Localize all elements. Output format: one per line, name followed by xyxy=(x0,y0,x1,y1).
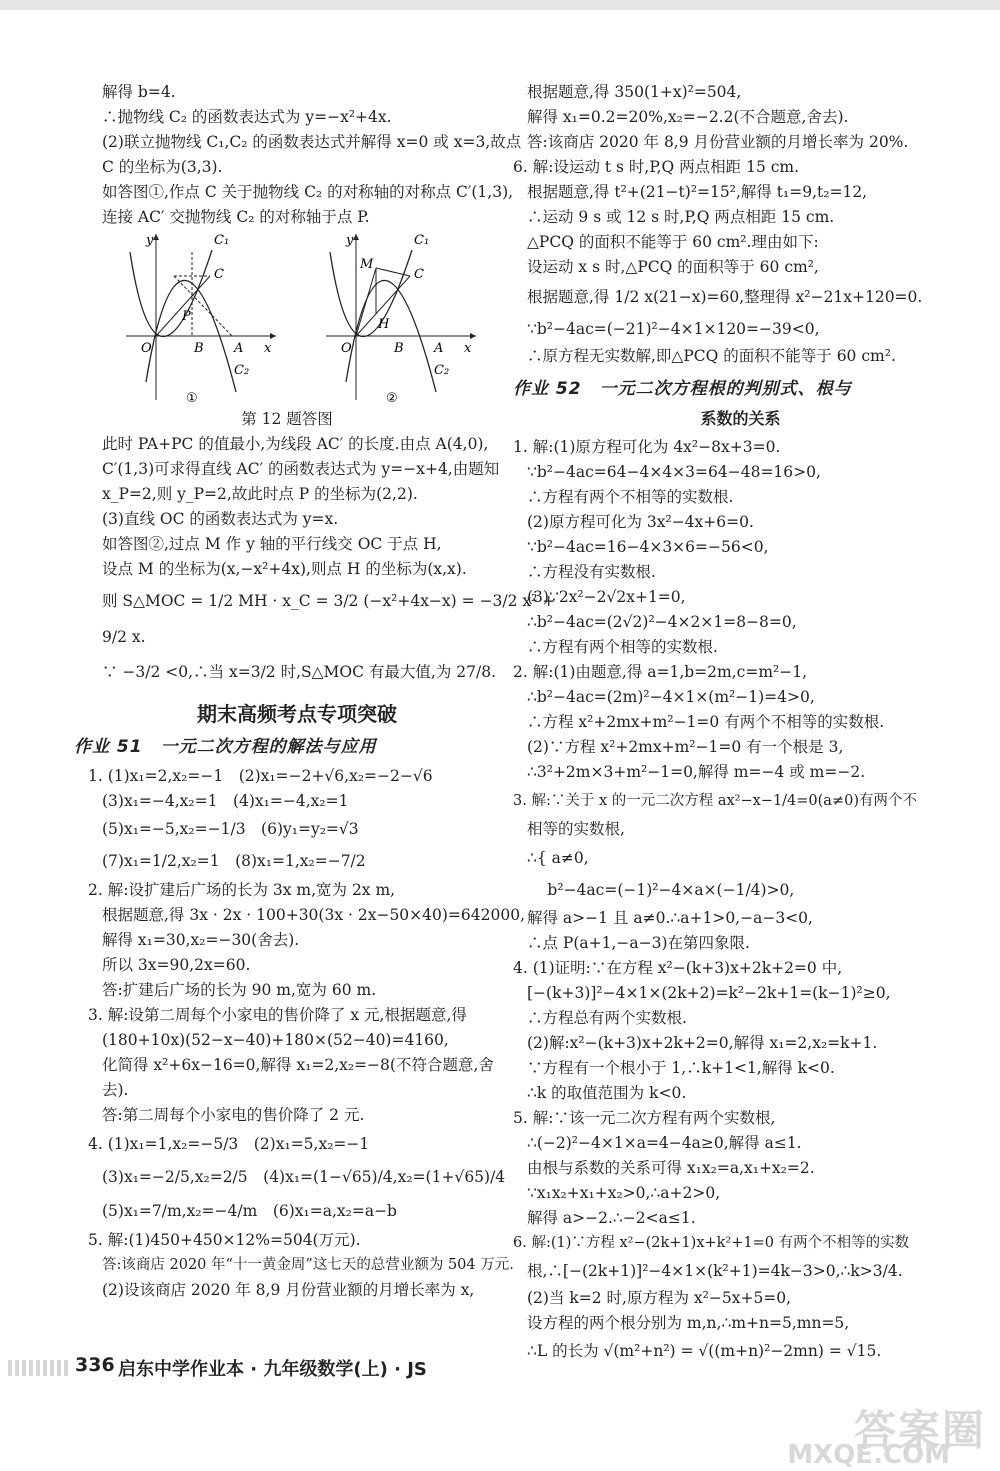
answer-line: 答:扩建后广场的长为 90 m,宽为 60 m. xyxy=(102,981,377,999)
homework-52-title: 作业 52 一元二次方程根的判别式、根与 xyxy=(513,379,852,399)
parabola-figure-1 xyxy=(116,232,476,407)
answer-line: b²−4ac=(−1)²−4×a×(−1/4)>0, xyxy=(527,881,795,899)
answer-line: ∵b²−4ac=64−4×4×3=64−48=16>0, xyxy=(527,463,821,481)
answer-line: ∴{ a≠0, xyxy=(527,849,589,867)
answer-line: (2)∵方程 x²+2mx+m²−1=0 有一个根是 3, xyxy=(527,738,844,756)
answer-line: ∴L 的长为 √(m²+n²) = √((m+n)²−2mn) = √15. xyxy=(527,1342,882,1360)
point-m-label: M xyxy=(360,257,374,272)
figure-1-label: ① xyxy=(186,391,198,406)
answer-line: ∴方程有两个相等的实数根. xyxy=(527,638,718,656)
left-column xyxy=(74,80,556,1303)
x-axis-label: x xyxy=(464,341,472,356)
answer-line: 答:第二周每个小家电的售价降了 2 元. xyxy=(102,1106,365,1124)
answer-line: 根据题意,得 3x · 2x · 100+30(3x · 2x−50×40)=642000, xyxy=(102,906,526,924)
text-line: (3)直线 OC 的函数表达式为 y=x. xyxy=(102,510,339,528)
answer-line: 解得 a>−2.∴−2<a≤1. xyxy=(527,1209,696,1227)
text-line: x_P=2,则 y_P=2,故此时点 P 的坐标为(2,2). xyxy=(102,485,418,503)
text-line: 9/2 x. xyxy=(102,628,146,646)
c2-label: C₂ xyxy=(234,363,250,378)
point-p-label: P xyxy=(182,309,191,324)
section-title: 期末高频考点专项突破 xyxy=(197,702,397,726)
answer-line: 解得 a>−1 且 a≠0.∴a+1>0,−a−3<0, xyxy=(527,909,813,927)
answer-line: 4. (1)证明:∵在方程 x²−(k+3)x+2k+2=0 中, xyxy=(513,959,843,977)
text-line: 根据题意,得 1/2 x(21−x)=60,整理得 x²−21x+120=0. xyxy=(527,288,923,306)
answer-line: ∴(−2)²−4×1×a=4−4a≥0,解得 a≤1. xyxy=(527,1134,802,1152)
text-line: 根据题意,得 t²+(21−t)²=15²,解得 t₁=9,t₂=12, xyxy=(527,183,868,201)
answer-line: ∴方程总有两个实数根. xyxy=(527,1009,687,1027)
text-line: ∵ −3/2 <0,∴当 x=3/2 时,S△MOC 有最大值,为 27/8. xyxy=(102,663,497,681)
answer-line: (7)x₁=1/2,x₂=1 (8)x₁=1,x₂=−7/2 xyxy=(102,852,366,870)
text-line: 解得 x₁=0.2=20%,x₂=−2.2(不合题意,舍去). xyxy=(527,108,849,126)
y-axis-label: y xyxy=(146,233,154,248)
answer-line: ∴方程有两个不相等的实数根. xyxy=(527,488,734,506)
answer-line: ∴k 的取值范围为 k<0. xyxy=(527,1084,687,1102)
answer-line: ∵方程有一个根小于 1,∴k+1<1,解得 k<0. xyxy=(527,1059,835,1077)
text-line: 如答图②,过点 M 作 y 轴的平行线交 OC 于点 H, xyxy=(102,535,442,553)
answer-line: 由根与系数的关系可得 x₁x₂=a,x₁+x₂=2. xyxy=(527,1159,815,1177)
text-line: 6. 解:设运动 t s 时,P,Q 两点相距 15 cm. xyxy=(513,158,800,176)
answer-line: 4. (1)x₁=1,x₂=−5/3 (2)x₁=5,x₂=−1 xyxy=(88,1135,370,1153)
origin-label: O xyxy=(341,341,352,356)
figure-2-label: ② xyxy=(386,391,398,406)
answer-line: 去). xyxy=(102,1081,129,1099)
answer-line: 设方程的两个根分别为 m,n,∴m+n=5,mn=5, xyxy=(527,1314,850,1332)
y-axis-label: y xyxy=(346,233,354,248)
answer-line: 所以 3x=90,2x=60. xyxy=(102,956,251,974)
homework-51-title: 作业 51 一元二次方程的解法与应用 xyxy=(74,737,377,757)
answer-line: (5)x₁=7/m,x₂=−4/m (6)x₁=a,x₂=a−b xyxy=(102,1202,397,1220)
answer-line: (2)当 k=2 时,原方程为 x²−5x+5=0, xyxy=(527,1289,792,1307)
footer-pattern xyxy=(8,1360,68,1376)
answer-figures xyxy=(88,232,506,407)
answer-line: ∴方程没有实数根. xyxy=(527,563,656,581)
answer-line: (5)x₁=−5,x₂=−1/3 (6)y₁=y₂=√3 xyxy=(102,820,359,838)
answer-line: 1. (1)x₁=2,x₂=−1 (2)x₁=−2+√6,x₂=−2−√6 xyxy=(88,767,433,785)
point-c-label: C xyxy=(414,267,424,282)
point-b-label: B xyxy=(394,341,404,356)
c2-label: C₂ xyxy=(434,363,450,378)
text-line: 设点 M 的坐标为(x,−x²+4x),则点 H 的坐标为(x,x). xyxy=(102,560,467,578)
text-line: ∴运动 9 s 或 12 s 时,P,Q 两点相距 15 cm. xyxy=(527,208,835,226)
answer-line: (2)解:x²−(k+3)x+2k+2=0,解得 x₁=2,x₂=k+1. xyxy=(527,1034,878,1052)
answer-line: ∴方程 x²+2mx+m²−1=0 有两个不相等的实数根. xyxy=(527,713,885,731)
answer-line: 1. 解:(1)原方程可化为 4x²−8x+3=0. xyxy=(513,438,781,456)
c1-label: C₁ xyxy=(214,233,230,248)
answer-line: (180+10x)(52−x−40)+180×(52−40)=4160, xyxy=(102,1031,449,1049)
point-a-label: A xyxy=(434,341,444,356)
answer-line: (3)∵2x²−2√2x+1=0, xyxy=(527,588,686,606)
answer-line: 化简得 x²+6x−16=0,解得 x₁=2,x₂=−8(不符合题意,舍 xyxy=(102,1056,494,1074)
answer-line: (3)x₁=−4,x₂=1 (4)x₁=−4,x₂=1 xyxy=(102,792,349,810)
answer-line: 解得 x₁=30,x₂=−30(舍去). xyxy=(102,931,300,949)
answer-line: ∴b²−4ac=(2√2)²−4×2×1=8−8=0, xyxy=(527,613,797,631)
origin-label: O xyxy=(141,341,152,356)
answer-line: 3. 解:设第二周每个小家电的售价降了 x 元,根据题意,得 xyxy=(88,1006,467,1024)
text-line: C′(1,3)可求得直线 AC′ 的函数表达式为 y=−x+4,由题知 xyxy=(102,460,500,478)
text-line: ∴原方程无实数解,即△PCQ 的面积不能等于 60 cm². xyxy=(527,347,896,365)
figure-caption: 第 12 题答图 xyxy=(241,410,333,428)
answer-line: ∴3²+2m×3+m²−1=0,解得 m=−4 或 m=−2. xyxy=(527,763,866,781)
answer-line: (2)设该商店 2020 年 8,9 月份营业额的月增长率为 x, xyxy=(102,1281,475,1299)
text-line: △PCQ 的面积不能等于 60 cm².理由如下: xyxy=(527,233,819,251)
book-title: 启东中学作业本 · 九年级数学(上) · JS xyxy=(118,1359,427,1380)
c1-label: C₁ xyxy=(414,233,430,248)
text-line: 连接 AC′ 交抛物线 C₂ 的对称轴于点 P. xyxy=(102,208,370,226)
point-c-label: C xyxy=(214,267,224,282)
text-line: C 的坐标为(3,3). xyxy=(102,158,223,176)
answer-line: ∴b²−4ac=(2m)²−4×1×(m²−1)=4>0, xyxy=(527,688,815,706)
answer-line: ∵b²−4ac=16−4×3×6=−56<0, xyxy=(527,538,769,556)
text-line: 此时 PA+PC 的值最小,为线段 AC′ 的长度.由点 A(4,0), xyxy=(102,435,489,453)
page-footer xyxy=(0,1354,520,1384)
answer-line: 2. 解:(1)由题意,得 a=1,b=2m,c=m²−1, xyxy=(513,663,808,681)
text-line: 根据题意,得 350(1+x)²=504, xyxy=(527,83,742,101)
answer-line: [−(k+3)]²−4×1×(2k+2)=k²−2k+1=(k−1)²≥0, xyxy=(527,984,891,1002)
answer-line: 相等的实数根, xyxy=(527,820,625,838)
answer-line: ∵x₁x₂+x₁+x₂>0,∴a+2>0, xyxy=(527,1184,721,1202)
point-b-label: B xyxy=(194,341,204,356)
answer-line: (3)x₁=−2/5,x₂=2/5 (4)x₁=(1−√65)/4,x₂=(1+√65)/4 xyxy=(102,1168,506,1186)
text-line: 设运动 x s 时,△PCQ 的面积等于 60 cm², xyxy=(527,258,819,276)
text-line: 答:该商店 2020 年 8,9 月份营业额的月增长率为 20%. xyxy=(527,133,909,151)
text-line: ∵b²−4ac=(−21)²−4×1×120=−39<0, xyxy=(527,320,820,338)
answer-line: 5. 解:(1)450+450×12%=504(万元). xyxy=(88,1231,361,1249)
x-axis-label: x xyxy=(264,341,272,356)
scan-top-edge xyxy=(0,0,1000,10)
answer-line: ∴点 P(a+1,−a−3)在第四象限. xyxy=(527,934,750,952)
text-line: (2)联立抛物线 C₁,C₂ 的函数表达式并解得 x=0 或 x=3,故点 xyxy=(102,133,522,151)
answer-line: 5. 解:∵该一元二次方程有两个实数根, xyxy=(513,1109,776,1127)
answer-line: (2)原方程可化为 3x²−4x+6=0. xyxy=(527,513,754,531)
answer-line: 答:该商店 2020 年“十一黄金周”这七天的总营业额为 504 万元. xyxy=(102,1257,514,1273)
watermark-url: MXQE.COM xyxy=(787,1440,950,1470)
text-line: 如答图①,作点 C 关于抛物线 C₂ 的对称轴的对称点 C′(1,3), xyxy=(102,183,514,201)
answer-line: 2. 解:设扩建后广场的长为 3x m,宽为 2x m, xyxy=(88,881,396,899)
homework-52-title-cont: 系数的关系 xyxy=(700,409,781,428)
text-line: 解得 b=4. xyxy=(102,83,176,101)
point-h-label: H xyxy=(378,317,390,332)
text-line: 则 S△MOC = 1/2 MH · x_C = 3/2 (−x²+4x−x) = −3/2 x² + xyxy=(102,592,556,610)
answer-line: 6. 解:(1)∵方程 x²−(2k+1)x+k²+1=0 有两个不相等的实数 xyxy=(513,1235,910,1251)
watermark-logo: 答案圈 xyxy=(853,1406,986,1455)
point-a-label: A xyxy=(234,341,244,356)
right-column xyxy=(513,80,968,1366)
answer-line: 根,∴[−(2k+1)]²−4×1×(k²+1)=4k−3>0,∴k>3/4. xyxy=(527,1262,903,1280)
text-line: ∴抛物线 C₂ 的函数表达式为 y=−x²+4x. xyxy=(102,108,392,126)
page-number: 336 xyxy=(75,1354,115,1376)
answer-line: 3. 解:∵关于 x 的一元二次方程 ax²−x−1/4=0(a≠0)有两个不 xyxy=(513,793,917,809)
